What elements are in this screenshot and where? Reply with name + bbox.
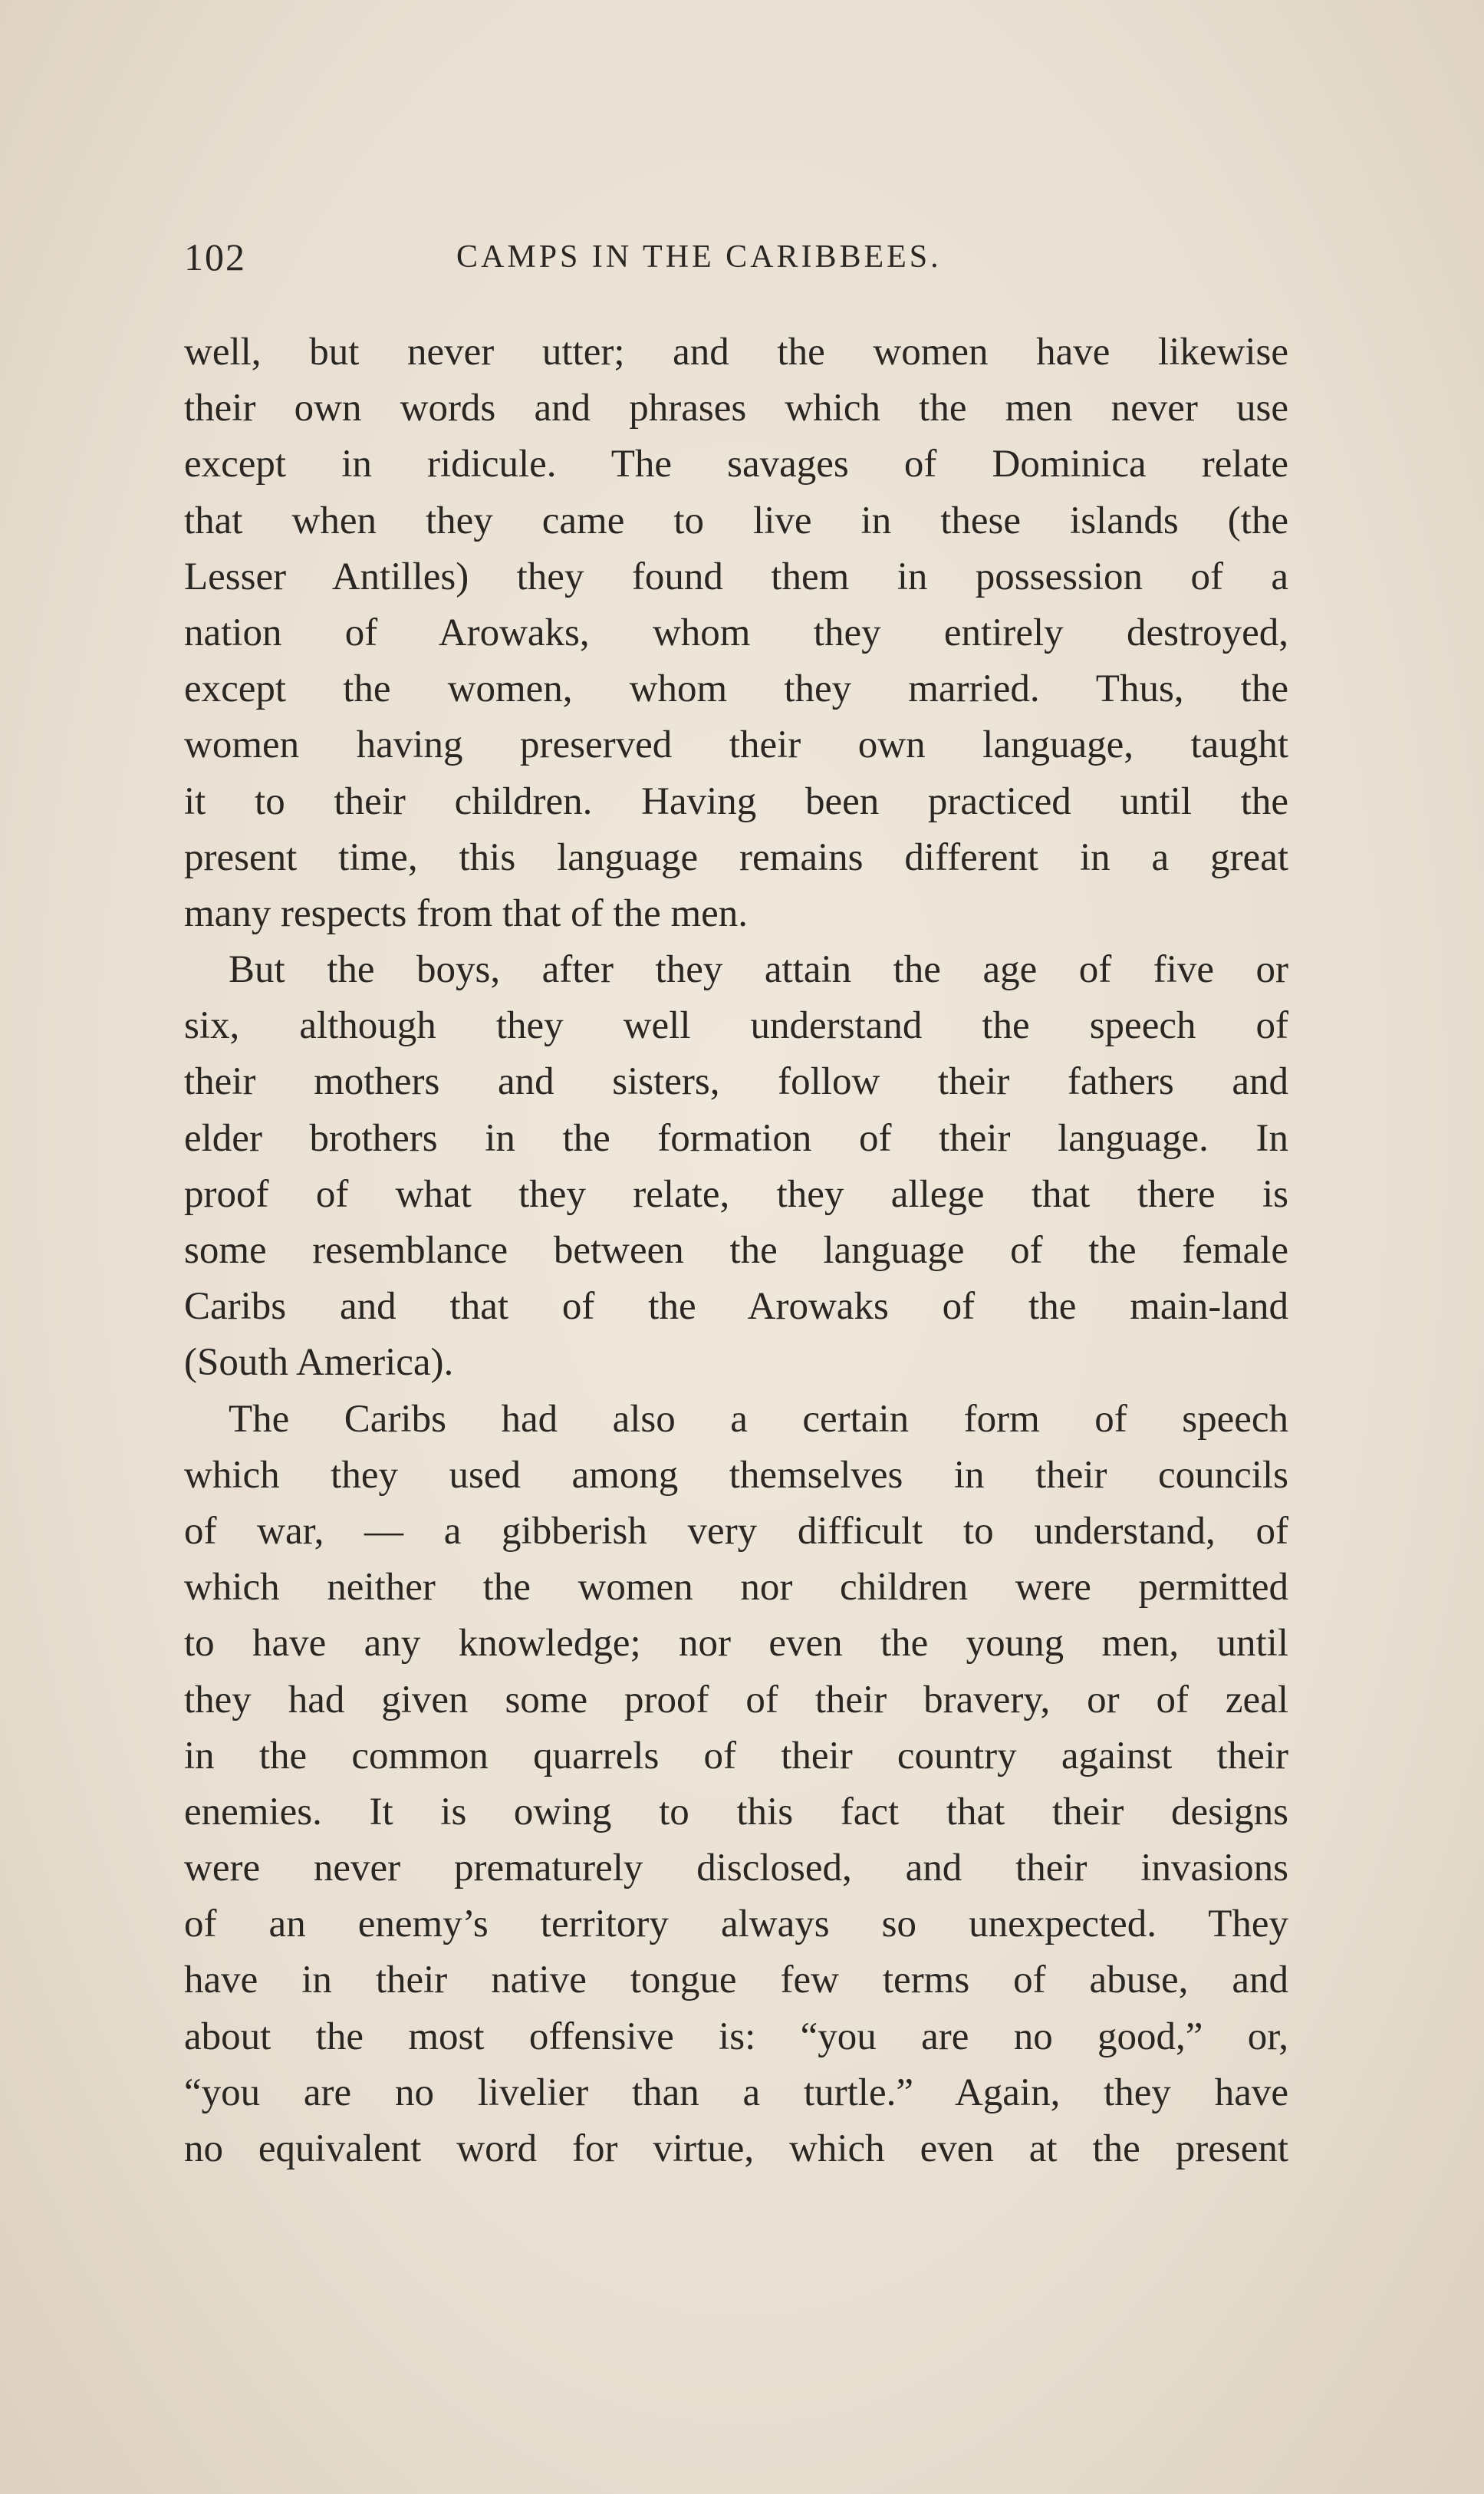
text-line: of an enemy’s territory always so unexpected. They [184, 1903, 1288, 1946]
text-line: enemies. It is owing to this fact that their designs [184, 1790, 1288, 1833]
text-line: which they used among themselves in their councils [184, 1453, 1288, 1497]
text-line: proof of what they relate, they allege that there is [184, 1172, 1288, 1216]
paragraph-2 [184, 942, 1288, 1392]
text-line: were never prematurely disclosed, and their invasions [184, 1847, 1288, 1890]
text-line: which neither the women nor children were permitted [184, 1566, 1288, 1609]
text-line: in the common quarrels of their country against their [184, 1734, 1288, 1777]
page-number: 102 [184, 236, 246, 278]
text-line: that when they came to live in these islands (the [184, 499, 1288, 542]
text-line: it to their children. Having been practiced until the [184, 779, 1288, 823]
running-title: CAMPS IN THE CARIBBEES. [456, 239, 942, 275]
text-line: present time, this language remains different in a great [184, 835, 1288, 879]
text-line: (South America). [184, 1341, 454, 1385]
paragraph-1 [184, 325, 1288, 942]
text-line: “you are no livelier than a turtle.” Again, they have [184, 2071, 1288, 2114]
body-text [184, 325, 1288, 2177]
text-line: Caribs and that of the Arowaks of the main-land [184, 1285, 1288, 1329]
text-line: nation of Arowaks, whom they entirely destroyed, [184, 611, 1288, 654]
text-line: The Caribs had also a certain form of speech [229, 1397, 1288, 1441]
text-line: six, although they well understand the speech of [184, 1004, 1288, 1048]
text-line: well, but never utter; and the women have likewise [184, 331, 1288, 374]
text-line: of war, — a gibberish very difficult to understand, of [184, 1509, 1288, 1553]
text-line: their mothers and sisters, follow their fathers and [184, 1060, 1288, 1104]
text-line: no equivalent word for virtue, which even at the present [184, 2127, 1288, 2170]
text-line: their own words and phrases which the men never use [184, 387, 1288, 430]
text-line: have in their native tongue few terms of abuse, and [184, 1959, 1288, 2002]
text-line: except the women, whom they married. Thus, the [184, 667, 1288, 711]
text-line: many respects from that of the men. [184, 891, 749, 935]
text-line: except in ridicule. The savages of Dominica relate [184, 443, 1288, 486]
text-line: elder brothers in the formation of their language. In [184, 1116, 1288, 1160]
paragraph-3 [184, 1392, 1288, 2178]
text-line: to have any knowledge; nor even the young men, until [184, 1622, 1288, 1665]
running-head [184, 230, 1288, 284]
text-line: Lesser Antilles) they found them in possession of a [184, 555, 1288, 598]
text-line: some resemblance between the language of the female [184, 1229, 1288, 1272]
text-line: they had given some proof of their bravery, or of zeal [184, 1678, 1288, 1721]
text-line: women having preserved their own language, taught [184, 723, 1288, 767]
text-line: But the boys, after they attain the age of five or [229, 948, 1288, 992]
text-line: about the most offensive is: “you are no good,” or, [184, 2015, 1288, 2058]
